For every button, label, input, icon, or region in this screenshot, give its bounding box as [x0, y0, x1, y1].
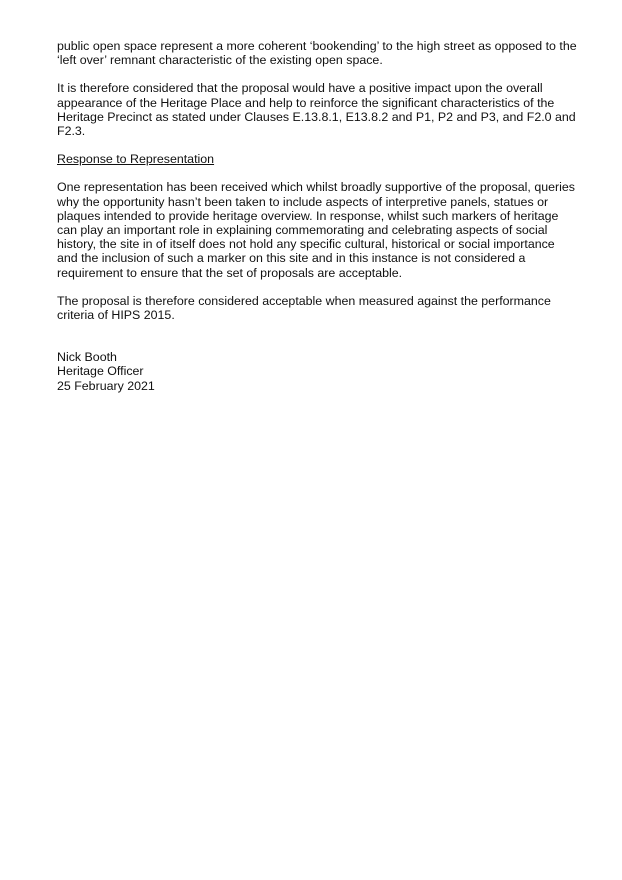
- paragraph-conclusion: The proposal is therefore considered acceptable when measured against the performance criteria of HIPS 2015.: [57, 293, 551, 323]
- paragraph-bookending: public open space represent a more coherent ‘bookending’ to the high street as opposed to the ‘left over’ remnant characteristic of the existing open space.: [57, 39, 577, 68]
- document-page: [57, 39, 577, 393]
- paragraph-representation: One representation has been received which whilst broadly supportive of the proposal, queries why the opportunity hasn’t been taken to include aspects of interpretive panels, statues or plaques intended to provide heritage overview. In response, whilst such markers of heritage can play an important role in explaining commemorating and celebrating aspects of social history, the site in of itself does not hold any specific cultural, historical or social importance and the inclusion of such a marker on this site and in this instance is not considered a requirement to ensure that the set of proposals are acceptable.: [57, 180, 575, 280]
- signature-date: 25 February 2021: [57, 378, 155, 393]
- section-heading-response: Response to Representation: [57, 152, 215, 167]
- signature-role: Heritage Officer: [57, 364, 144, 379]
- signature-block: [57, 350, 577, 393]
- signature-name: Nick Booth: [57, 350, 117, 365]
- paragraph-positive-impact: It is therefore considered that the proposal would have a positive impact upon the overall appearance of the Heritage Place and help to reinforce the significant characteristics of the Heritage Precinct as stated under Clauses E.13.8.1, E13.8.2 and P1, P2 and P3, and F2.0 and F2.3.: [57, 81, 576, 139]
